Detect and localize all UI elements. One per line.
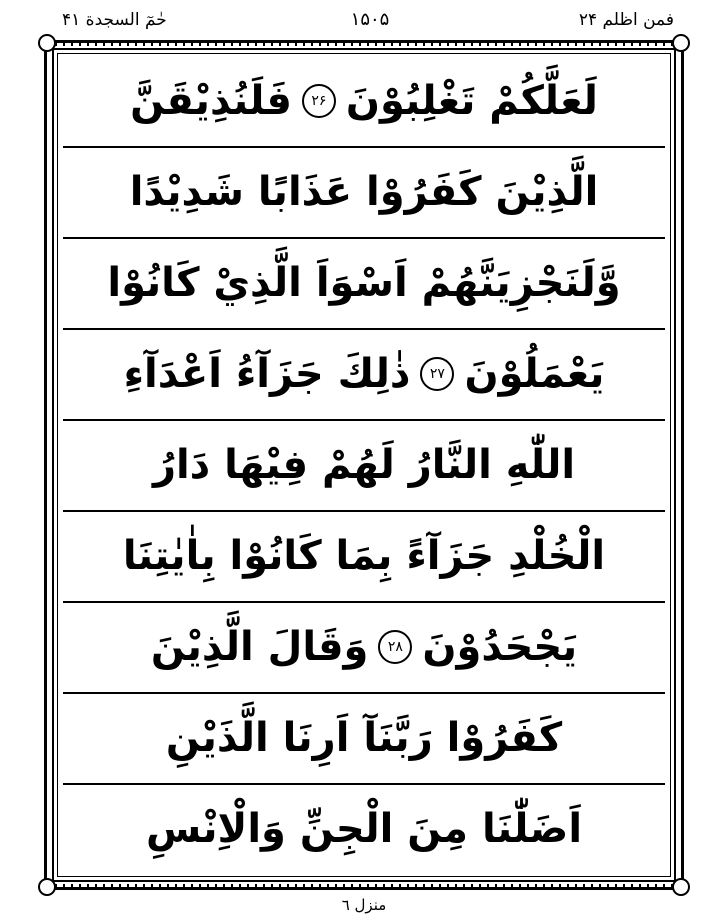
text-line: الَّذِيْنَ كَفَرُوْا عَذَابًا شَدِيْدًا xyxy=(129,169,599,215)
verse-lines xyxy=(63,56,665,874)
page-header xyxy=(0,4,728,38)
corner-ornament-icon xyxy=(38,878,56,896)
manzil-label: منزل ٦ xyxy=(341,896,387,914)
corner-ornament-icon xyxy=(672,878,690,896)
ayah-marker: ۲۸ xyxy=(378,630,412,664)
juz-name: فمن اظلم ۲۴ xyxy=(578,10,674,30)
text-line: وَّلَنَجْزِيَنَّهُمْ اَسْوَاَ الَّذِيْ كَانُوْا xyxy=(107,260,621,306)
page-number: ۱۵۰۵ xyxy=(350,9,390,30)
text-line: يَجْحَدُوْنَ ۲۸ وَقَالَ الَّذِيْنَ xyxy=(150,624,578,670)
corner-ornament-icon xyxy=(672,34,690,52)
surah-name: حٰمٓ السجدة ۴۱ xyxy=(62,10,167,30)
page-border xyxy=(44,40,684,890)
corner-ornament-icon xyxy=(38,34,56,52)
text-line: يَعْمَلُوْنَ ۲۷ ذٰلِكَ جَزَآءُ اَعْدَآءِ xyxy=(123,351,605,397)
ayah-marker: ۲۶ xyxy=(302,84,336,118)
ayah-marker: ۲۷ xyxy=(420,357,454,391)
text-line: اَضَلّٰنَا مِنَ الْجِنِّ وَالْاِنْسِ xyxy=(145,806,583,852)
text-line: الْخُلْدِ جَزَآءً بِمَا كَانُوْا بِاٰيٰتِنَا xyxy=(122,533,606,579)
text-line: لَعَلَّكُمْ تَغْلِبُوْنَ ۲۶ فَلَنُذِيْقَنَّ xyxy=(130,78,598,124)
text-line: كَفَرُوْا رَبَّنَآ اَرِنَا الَّذَيْنِ xyxy=(165,715,563,761)
text-line: اللّٰهِ النَّارُ لَهُمْ فِيْهَا دَارُ xyxy=(152,442,576,488)
